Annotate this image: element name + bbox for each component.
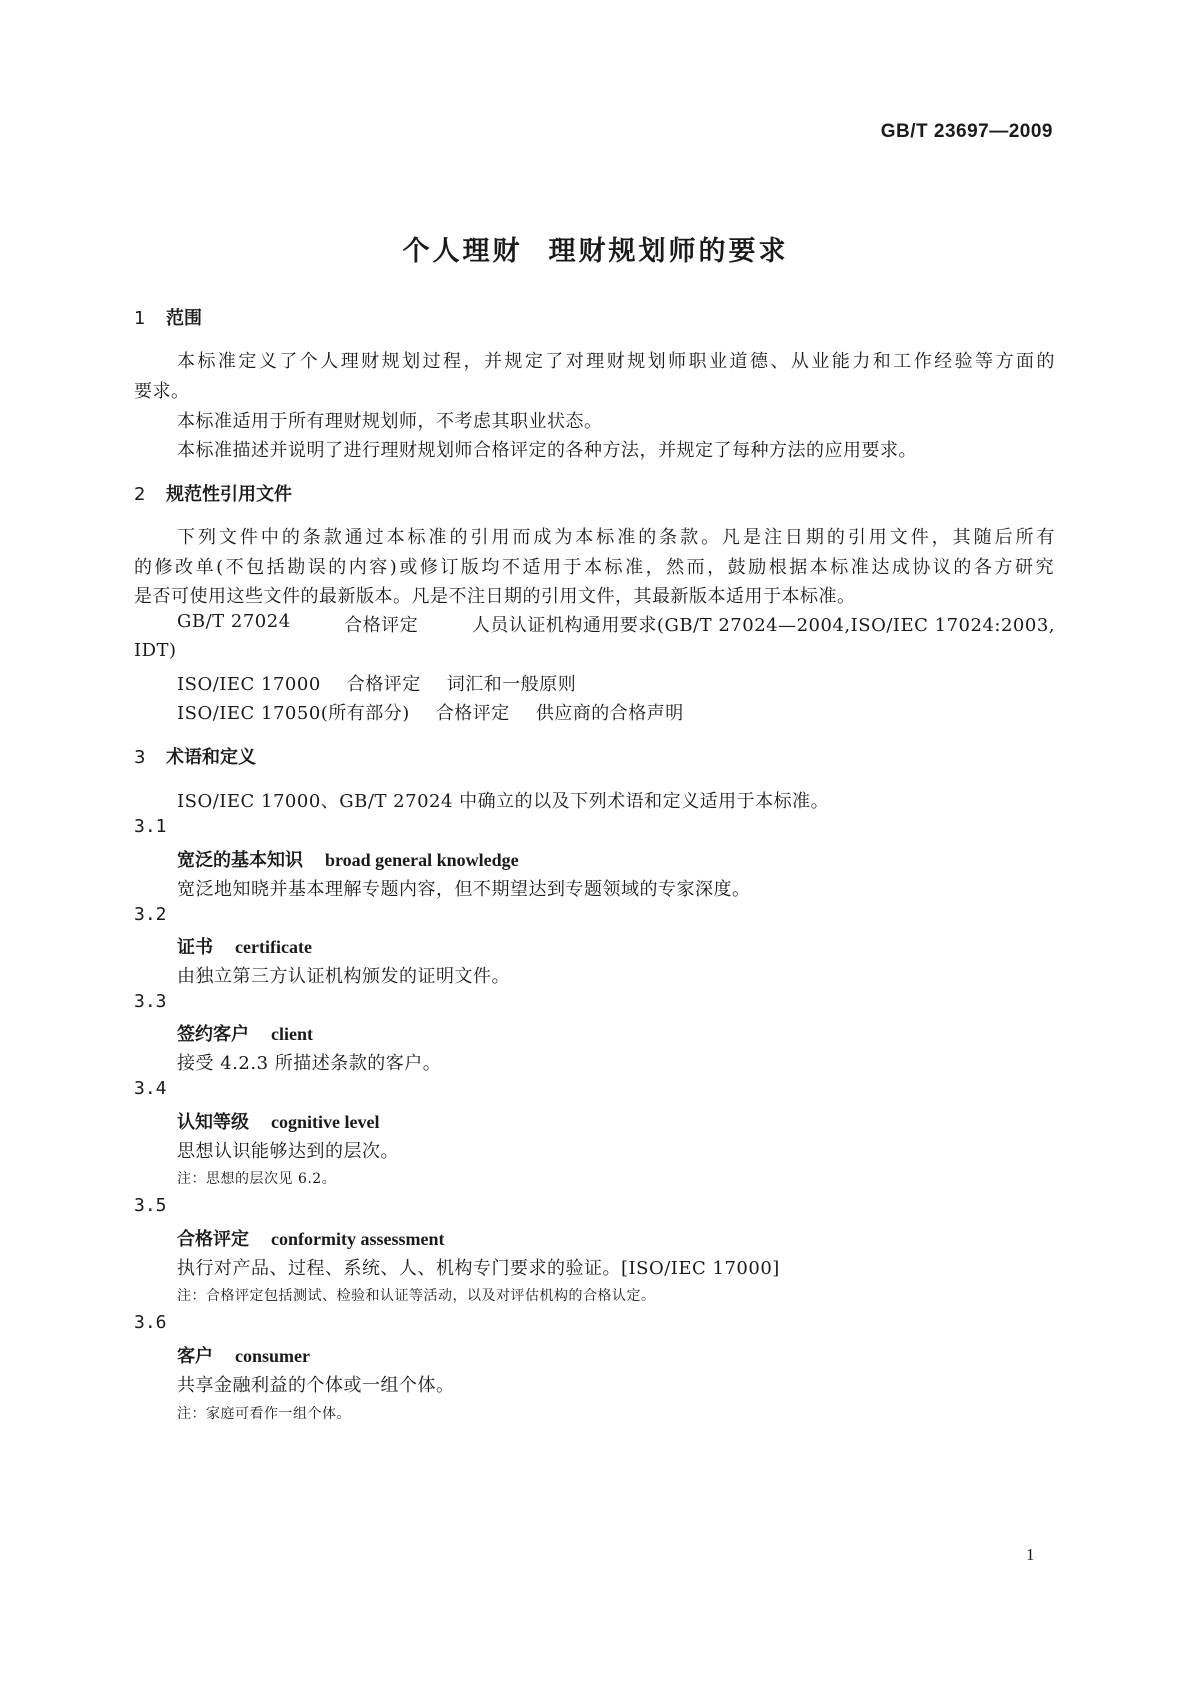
paragraph: 下列文件中的条款通过本标准的引用而成为本标准的条款。凡是注日期的引用文件，其随后所有 xyxy=(177,527,1055,548)
term-entry xyxy=(177,1108,379,1134)
term-number: 3.3 xyxy=(134,991,167,1012)
term-english: cognitive level xyxy=(271,1112,380,1132)
term-chinese: 合格评定 xyxy=(177,1229,249,1250)
term-chinese: 客户 xyxy=(177,1346,213,1367)
term-entry xyxy=(177,1225,444,1251)
term-number: 3.5 xyxy=(134,1195,167,1216)
document-title xyxy=(0,229,1191,268)
section-title: 规范性引用文件 xyxy=(166,484,292,505)
term-english: consumer xyxy=(235,1346,310,1366)
term-english: client xyxy=(271,1024,313,1044)
paragraph-continuation: 是否可使用这些文件的最新版本。凡是不注日期的引用文件，其最新版本适用于本标准。 xyxy=(134,586,856,607)
title-part-1: 个人理财 xyxy=(402,236,523,267)
term-note: 注：思想的层次见 6.2。 xyxy=(177,1171,337,1187)
term-english: conformity assessment xyxy=(271,1229,445,1249)
reference-item xyxy=(177,611,1055,637)
term-english: broad general knowledge xyxy=(325,850,519,870)
term-english: certificate xyxy=(235,937,312,957)
term-entry xyxy=(177,846,519,872)
term-number: 3.1 xyxy=(134,816,167,837)
paragraph: 本标准适用于所有理财规划师，不考虑其职业状态。 xyxy=(177,411,603,432)
reference-code: ISO/IEC 17000 xyxy=(177,674,321,695)
term-entry xyxy=(177,933,312,959)
term-definition: 共享金融利益的个体或一组个体。 xyxy=(177,1375,455,1396)
term-definition: 由独立第三方认证机构颁发的证明文件。 xyxy=(177,966,510,987)
page-number: 1 xyxy=(1026,1545,1035,1564)
reference-continuation: IDT) xyxy=(134,640,177,661)
section-heading-3 xyxy=(134,743,256,769)
reference-code: ISO/IEC 17050(所有部分) xyxy=(177,703,410,724)
term-definition: 宽泛地知晓并基本理解专题内容，但不期望达到专题领域的专家深度。 xyxy=(177,879,751,900)
paragraph: 本标准定义了个人理财规划过程，并规定了对理财规划师职业道德、从业能力和工作经验等方面的 xyxy=(177,351,1055,372)
reference-title: 合格评定 xyxy=(435,703,510,724)
section-title: 范围 xyxy=(166,308,202,329)
paragraph-continuation: 要求。 xyxy=(134,381,190,402)
section-number: 1 xyxy=(134,308,146,329)
reference-title: 合格评定 xyxy=(346,674,421,695)
reference-item xyxy=(177,699,684,725)
term-chinese: 证书 xyxy=(177,937,213,958)
section-heading-2 xyxy=(134,480,292,506)
paragraph: ISO/IEC 17000、GB/T 27024 中确立的以及下列术语和定义适用于本标准。 xyxy=(177,791,830,812)
term-chinese: 签约客户 xyxy=(177,1024,249,1045)
standard-code: GB/T 23697—2009 xyxy=(880,121,1053,142)
title-part-2: 理财规划师的要求 xyxy=(548,236,789,267)
section-heading-1 xyxy=(134,304,202,330)
term-entry xyxy=(177,1342,310,1368)
term-chinese: 宽泛的基本知识 xyxy=(177,850,303,871)
reference-code: GB/T 27024 xyxy=(177,611,291,632)
term-definition: 执行对产品、过程、系统、人、机构专门要求的验证。[ISO/IEC 17000] xyxy=(177,1258,780,1279)
reference-title: 供应商的合格声明 xyxy=(535,703,684,724)
section-title: 术语和定义 xyxy=(166,747,256,768)
term-definition: 接受 4.2.3 所描述条款的客户。 xyxy=(177,1053,442,1074)
reference-title: 合格评定 xyxy=(344,615,419,636)
reference-item xyxy=(177,670,576,696)
term-number: 3.4 xyxy=(134,1078,167,1099)
term-number: 3.6 xyxy=(134,1312,167,1333)
reference-title: 词汇和一般原则 xyxy=(446,674,577,695)
paragraph: 本标准描述并说明了进行理财规划师合格评定的各种方法，并规定了每种方法的应用要求。 xyxy=(177,440,917,461)
term-definition: 思想认识能够达到的层次。 xyxy=(177,1141,399,1162)
term-note: 注：合格评定包括测试、检验和认证等活动，以及对评估机构的合格认定。 xyxy=(177,1288,656,1304)
section-number: 2 xyxy=(134,484,146,505)
paragraph-continuation: 的修改单(不包括勘误的内容)或修订版均不适用于本标准，然而，鼓励根据本标准达成协议的各方研究 xyxy=(134,557,1054,578)
term-entry xyxy=(177,1020,313,1046)
reference-title: 人员认证机构通用要求(GB/T 27024—2004,ISO/IEC 17024:2003, xyxy=(471,615,1055,636)
section-number: 3 xyxy=(134,747,146,768)
term-chinese: 认知等级 xyxy=(177,1112,249,1133)
term-number: 3.2 xyxy=(134,904,167,925)
term-note: 注：家庭可看作一组个体。 xyxy=(177,1406,351,1422)
